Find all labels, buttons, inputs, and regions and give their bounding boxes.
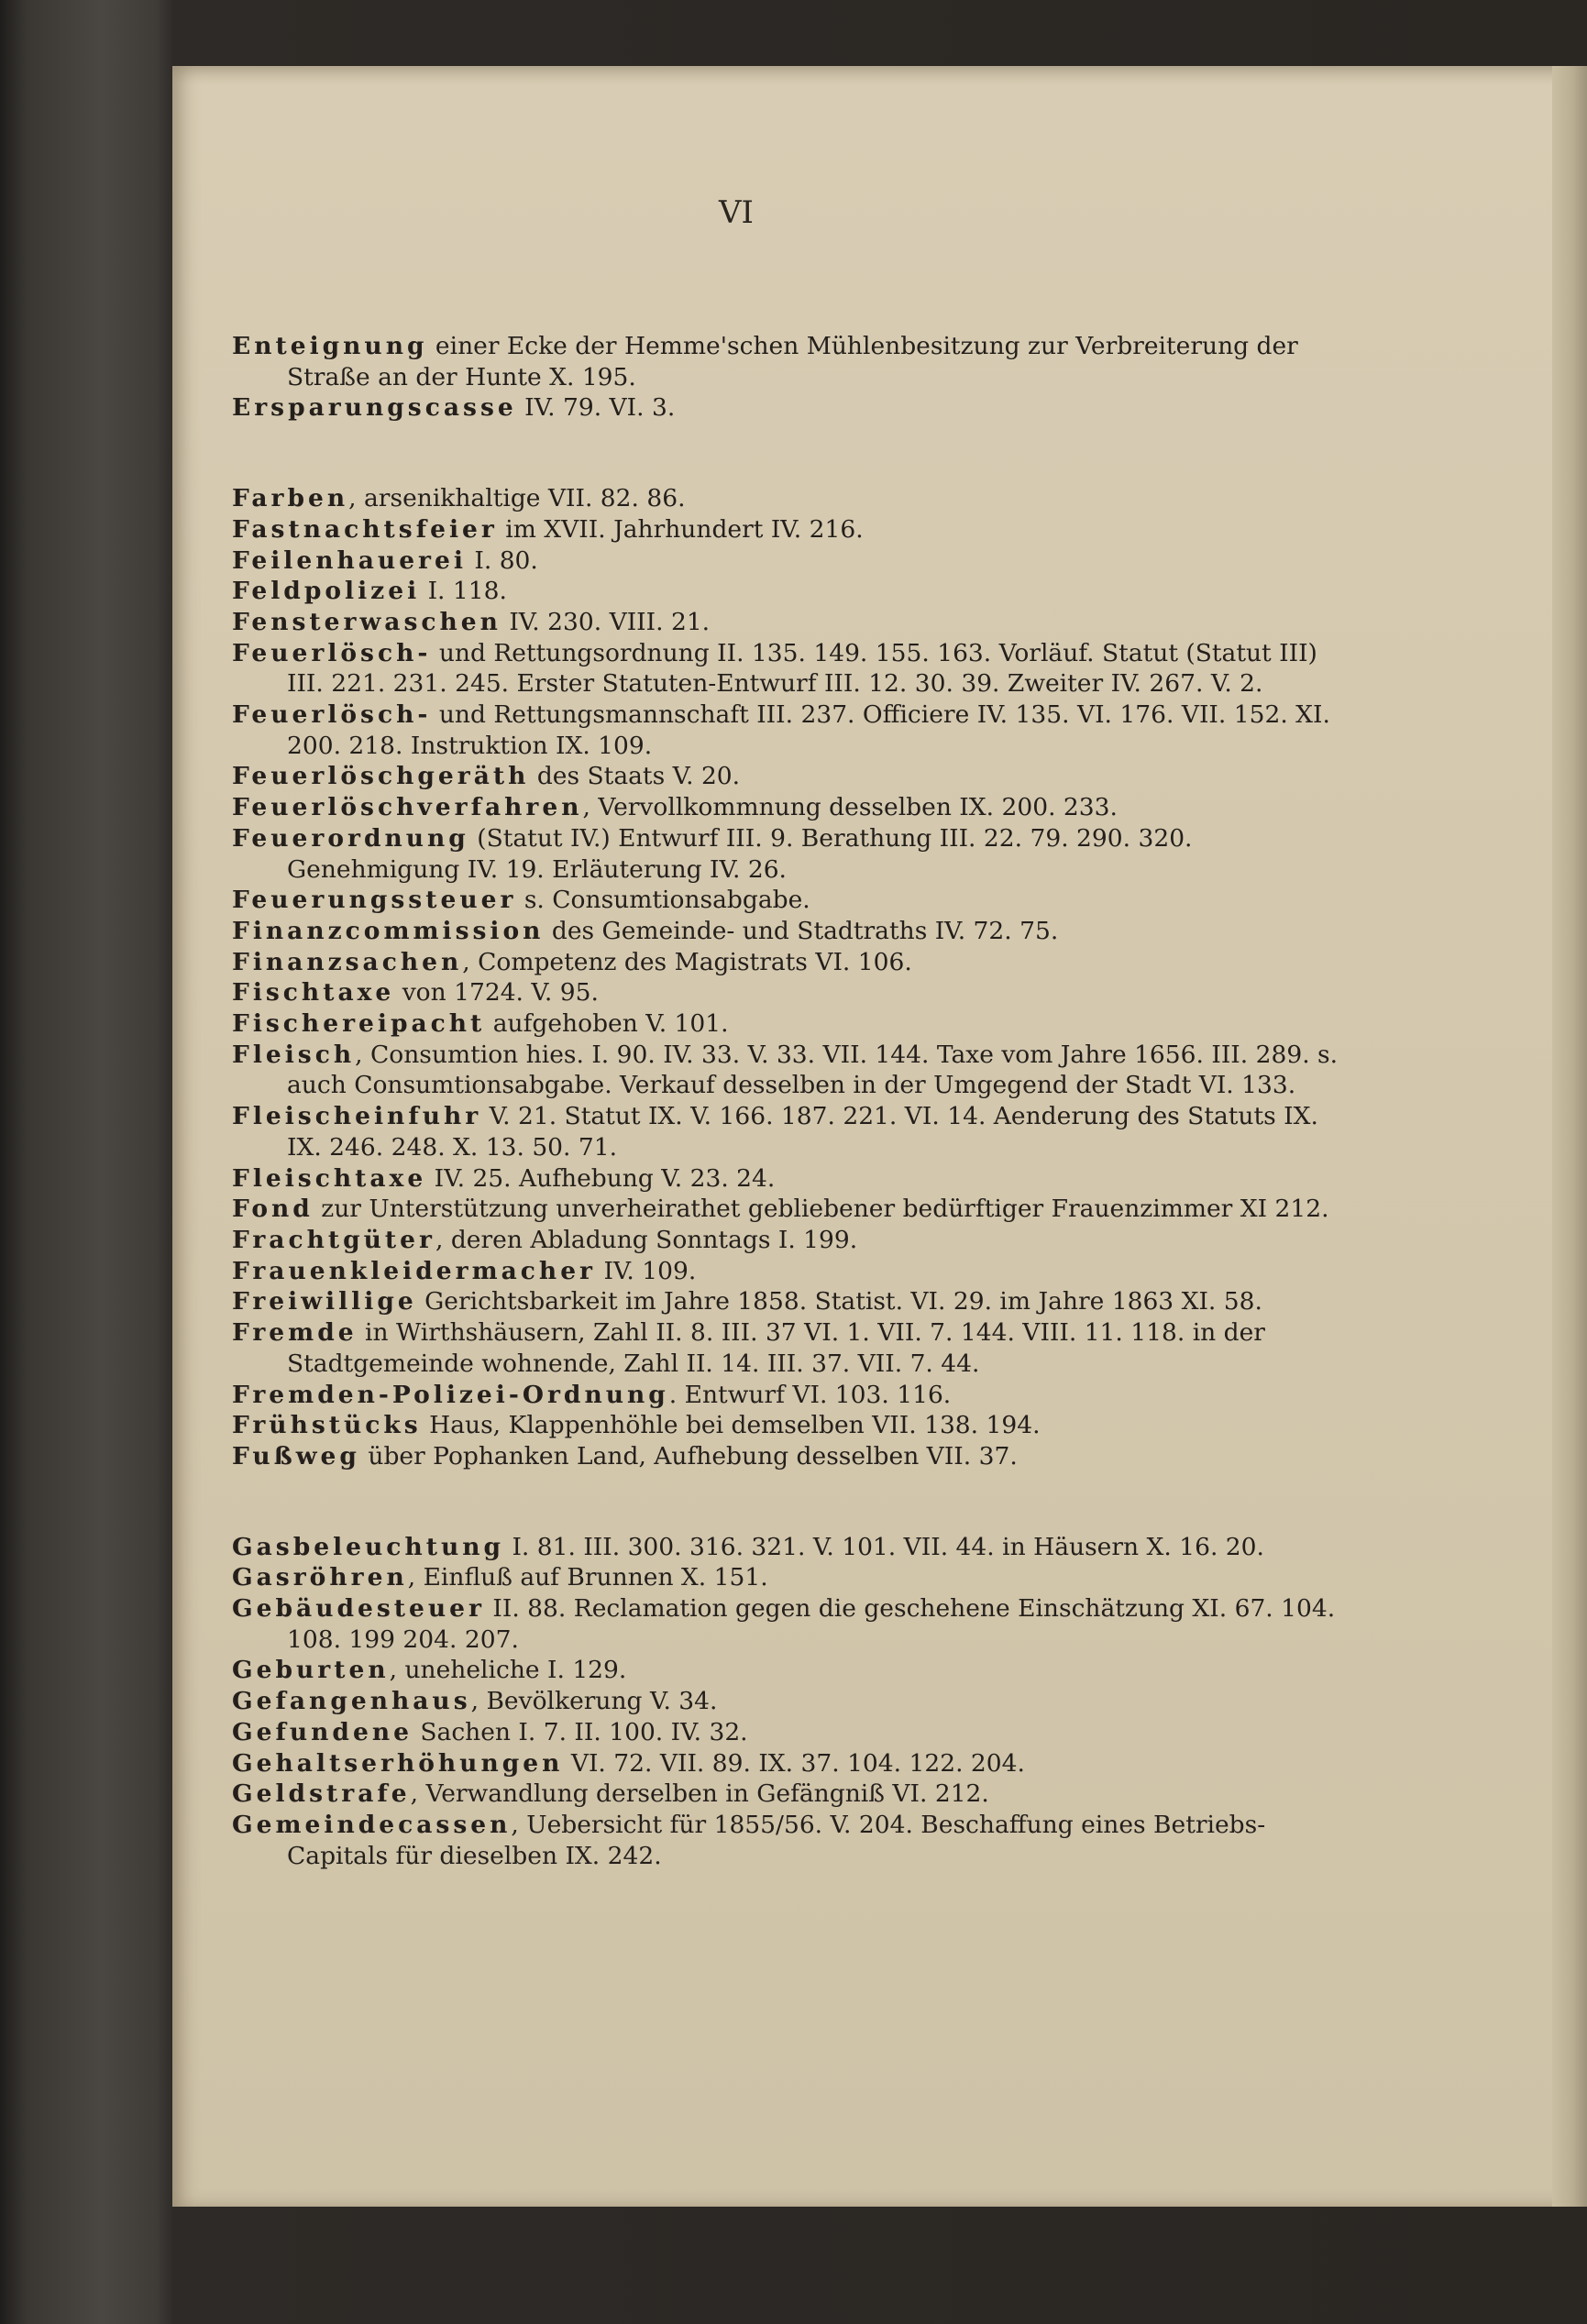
entry-term: Feldpolizei: [232, 577, 421, 606]
entry-references: , Verwandlung derselben in Gefängniß VI. 212.: [410, 1779, 989, 1809]
entry-references: IV. 109.: [596, 1256, 697, 1285]
entry-term: Gemeindecassen: [232, 1810, 512, 1839]
entry-term: Frachtgüter: [232, 1225, 435, 1254]
entry-term: Feuerordnung: [232, 823, 469, 853]
index-entry: [232, 1686, 1358, 1717]
index-entry: [232, 638, 1358, 699]
entry-term: Gebäudesteuer: [232, 1594, 485, 1624]
entry-references: zur Unterstützung unverheirathet gebliebener bedürftiger Frauenzimmer XI 212.: [313, 1195, 1329, 1224]
entry-references: von 1724. V. 95.: [394, 978, 599, 1008]
entry-references: V. 21. Statut IX. V. 166. 187. 221. VI. 14. Aenderung des Statuts IX. IX. 246. 248. X. 13. 50. 71.: [287, 1102, 1318, 1162]
entry-term: Fleischtaxe: [232, 1163, 427, 1193]
entry-term: Feuerlöschgeräth: [232, 762, 530, 791]
entry-term: Frühstücks: [232, 1411, 422, 1440]
entry-references: VI. 72. VII. 89. IX. 37. 104. 122. 204.: [563, 1748, 1025, 1778]
entry-references: s. Consumtionsabgabe.: [516, 886, 810, 915]
index-entry: [232, 331, 1358, 392]
index-entry: [232, 947, 1358, 978]
index-entry: [232, 1441, 1358, 1472]
index-entry: [232, 576, 1358, 607]
entry-term: Fußweg: [232, 1441, 360, 1470]
index-entry: [232, 1410, 1358, 1441]
entry-term: Fleisch: [232, 1040, 356, 1069]
entry-references: (Statut IV.) Entwurf III. 9. Berathung III. 22. 79. 290. 320. Genehmigung IV. 19. Erläuterung IV. 26.: [287, 823, 1193, 884]
index-entry: [232, 1008, 1358, 1040]
entry-references: des Staats V. 20.: [529, 762, 741, 791]
entry-references: in Wirthshäusern, Zahl II. 8. III. 37 VI. 1. VII. 7. 144. VIII. 11. 118. in der Stadtgemeinde wohnende, Zahl II. 14. III. 37. VII. 7. 44.: [287, 1318, 1265, 1378]
index-entry: [232, 514, 1358, 545]
entry-term: Geldstrafe: [232, 1779, 411, 1809]
index-entry: [232, 1810, 1358, 1871]
entry-term: Feuerungssteuer: [232, 886, 517, 915]
entry-term: Fremde: [232, 1318, 358, 1348]
entry-references: I. 81. III. 300. 316. 321. V. 101. VII. 44. in Häusern X. 16. 20.: [504, 1532, 1264, 1561]
entry-term: Farben: [232, 484, 349, 513]
index-entry: [232, 1717, 1358, 1748]
index-entry: [232, 1593, 1358, 1655]
index-entry: [232, 1532, 1358, 1563]
entry-term: Gefangenhaus: [232, 1687, 471, 1716]
index-list: [232, 331, 1358, 1871]
entry-references: IV. 25. Aufhebung V. 23. 24.: [426, 1163, 776, 1193]
entry-term: Finanzsachen: [232, 947, 463, 976]
entry-term: Gefundene: [232, 1717, 413, 1746]
entry-references: , arsenikhaltige VII. 82. 86.: [348, 484, 686, 513]
entry-references: aufgehoben V. 101.: [485, 1009, 729, 1039]
index-entry: [232, 977, 1358, 1008]
entry-term: Feuerlöschverfahren: [232, 793, 583, 822]
index-entry: [232, 1748, 1358, 1779]
entry-references: über Pophanken Land, Aufhebung desselben VII. 37.: [359, 1441, 1018, 1470]
entry-term: Gasröhren: [232, 1563, 408, 1592]
index-entry: [232, 1163, 1358, 1195]
index-group-f: [232, 483, 1358, 1472]
entry-references: I. 80.: [466, 545, 538, 575]
entry-references: des Gemeinde- und Stadtraths IV. 72. 75.: [544, 916, 1059, 945]
entry-term: Finanzcommission: [232, 916, 545, 945]
entry-references: . Entwurf VI. 103. 116.: [668, 1380, 952, 1409]
index-entry: [232, 392, 1358, 424]
index-entry: [232, 1562, 1358, 1593]
entry-term: Fremden-Polizei-Ordnung: [232, 1380, 669, 1409]
entry-term: Feuerlösch-: [232, 638, 432, 667]
entry-term: Fensterwaschen: [232, 607, 501, 636]
entry-references: , Uebersicht für 1855/56. V. 204. Beschaffung eines Betriebs-Capitals für dieselben IX. 242.: [287, 1810, 1266, 1870]
index-entry: [232, 823, 1358, 885]
entry-references: , Competenz des Magistrats VI. 106.: [462, 947, 912, 976]
entry-references: IV. 230. VIII. 21.: [501, 607, 711, 636]
index-entry: [232, 1101, 1358, 1162]
entry-references: , Consumtion hies. I. 90. IV. 33. V. 33. VII. 144. Taxe vom Jahre 1656. III. 289. s. auch Consumtionsabgabe. Verkauf desselben in der Umgegend der Stadt VI. 133.: [287, 1040, 1339, 1100]
entry-term: Gehaltserhöhungen: [232, 1748, 564, 1778]
index-entry: [232, 1380, 1358, 1411]
index-entry: [232, 1317, 1358, 1379]
entry-term: Fond: [232, 1195, 314, 1224]
index-entry: [232, 885, 1358, 916]
entry-references: , Vervollkommnung desselben IX. 200. 233.: [582, 793, 1118, 822]
entry-term: Feilenhauerei: [232, 545, 467, 575]
index-entry: [232, 1655, 1358, 1686]
index-entry: [232, 1286, 1358, 1317]
entry-references: I. 118.: [420, 577, 507, 606]
entry-references: im XVII. Jahrhundert IV. 216.: [497, 514, 864, 544]
index-entry: [232, 545, 1358, 577]
page-edge-shadow: [1552, 66, 1587, 2207]
entry-term: Feuerlösch-: [232, 700, 432, 730]
index-entry: [232, 761, 1358, 792]
entry-term: Enteignung: [232, 332, 428, 360]
entry-term: Freiwillige: [232, 1287, 417, 1316]
entry-references: und Rettungsmannschaft III. 237. Officiere IV. 135. VI. 176. VII. 152. XI. 200. 218. Instruktion IX. 109.: [287, 700, 1330, 760]
entry-term: Fischereipacht: [232, 1009, 486, 1039]
index-entry: [232, 699, 1358, 761]
index-group-e: [232, 331, 1358, 424]
entry-term: Gasbeleuchtung: [232, 1532, 505, 1561]
index-entry: [232, 483, 1358, 514]
entry-references: Gerichtsbarkeit im Jahre 1858. Statist. VI. 29. im Jahre 1863 XI. 58.: [416, 1287, 1262, 1316]
entry-references: , Einfluß auf Brunnen X. 151.: [407, 1563, 768, 1592]
entry-references: , uneheliche I. 129.: [389, 1656, 627, 1685]
index-entry: [232, 1225, 1358, 1256]
entry-references: , Bevölkerung V. 34.: [470, 1687, 718, 1716]
index-entry: [232, 607, 1358, 638]
index-entry: [232, 1194, 1358, 1225]
entry-term: Geburten: [232, 1656, 390, 1685]
entry-term: Fischtaxe: [232, 978, 395, 1008]
entry-term: Frauenkleidermacher: [232, 1256, 597, 1285]
entry-references: und Rettungsordnung II. 135. 149. 155. 163. Vorläuf. Statut (Statut III) III. 221. 231. 245. Erster Statuten-Entwurf III. 12. 30. 39. Zweiter IV. 267. V. 2.: [287, 638, 1317, 699]
entry-references: , deren Abladung Sonntags I. 199.: [435, 1225, 858, 1254]
entry-references: Sachen I. 7. II. 100. IV. 32.: [412, 1717, 748, 1746]
index-entry: [232, 792, 1358, 823]
index-entry: [232, 1779, 1358, 1810]
index-entry: [232, 1256, 1358, 1287]
entry-term: Ersparungscasse: [232, 393, 517, 423]
entry-references: II. 88. Reclamation gegen die geschehene Einschätzung XI. 67. 104. 108. 199 204. 207.: [287, 1594, 1336, 1654]
index-entry: [232, 1040, 1358, 1101]
page-number: VI: [719, 194, 754, 231]
entry-term: Fastnachtsfeier: [232, 514, 498, 544]
index-entry: [232, 916, 1358, 947]
entry-references: IV. 79. VI. 3.: [516, 393, 676, 423]
entry-term: Fleischeinfuhr: [232, 1102, 482, 1131]
index-group-g: [232, 1532, 1358, 1872]
entry-references: einer Ecke der Hemme'schen Mühlenbesitzung zur Verbreiterung der Straße an der Hunte X. 195.: [287, 332, 1298, 391]
entry-references: Haus, Klappenhöhle bei demselben VII. 138. 194.: [421, 1411, 1041, 1440]
